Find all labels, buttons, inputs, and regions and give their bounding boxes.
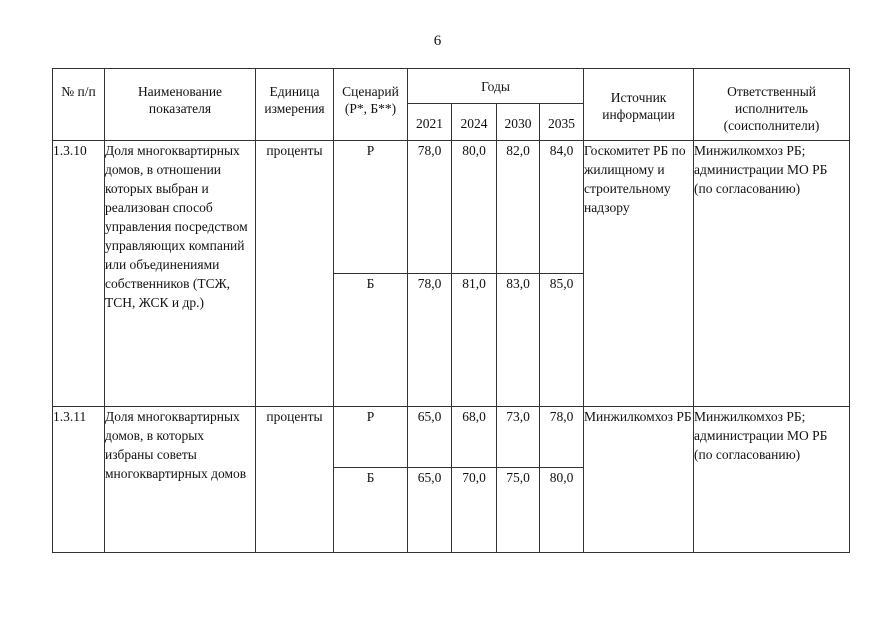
scenario-code: Р bbox=[334, 141, 408, 274]
value-2024: 80,0 bbox=[452, 141, 497, 274]
responsible-executor: Минжилкомхоз РБ; администрации МО РБ (по согласованию) bbox=[694, 407, 850, 553]
header-source: Источник информации bbox=[584, 69, 694, 141]
header-year-2024: 2024 bbox=[452, 104, 497, 141]
value-2021: 65,0 bbox=[408, 468, 452, 553]
row-number: 1.3.10 bbox=[53, 141, 105, 407]
value-2035: 80,0 bbox=[540, 468, 584, 553]
value-2024: 70,0 bbox=[452, 468, 497, 553]
header-year-2035: 2035 bbox=[540, 104, 584, 141]
header-row bbox=[53, 69, 850, 104]
value-2030: 83,0 bbox=[497, 274, 540, 407]
value-2021: 65,0 bbox=[408, 407, 452, 468]
info-source: Минжилкомхоз РБ bbox=[584, 407, 694, 553]
value-2030: 73,0 bbox=[497, 407, 540, 468]
table-row bbox=[53, 141, 850, 274]
header-scenario: Сценарий (Р*, Б**) bbox=[334, 69, 408, 141]
header-responsible: Ответственный исполнитель (соисполнители) bbox=[694, 69, 850, 141]
value-2024: 81,0 bbox=[452, 274, 497, 407]
header-unit: Единица измерения bbox=[256, 69, 334, 141]
scenario-code: Б bbox=[334, 274, 408, 407]
header-name: Наименование показателя bbox=[105, 69, 256, 141]
value-2035: 85,0 bbox=[540, 274, 584, 407]
indicator-name: Доля многоквартирных домов, в которых избраны советы многоквартирных домов bbox=[105, 407, 256, 553]
scenario-code: Р bbox=[334, 407, 408, 468]
value-2030: 82,0 bbox=[497, 141, 540, 274]
value-2024: 68,0 bbox=[452, 407, 497, 468]
header-year-2021: 2021 bbox=[408, 104, 452, 141]
table-row bbox=[53, 407, 850, 468]
page-number: 6 bbox=[433, 33, 442, 49]
indicator-name: Доля многоквартирных домов, в отношении которых выбран и реализован способ управления посредством управляющих компаний или объединениями собственников (ТСЖ, ТСН, ЖСК и др.) bbox=[105, 141, 256, 407]
unit-cell: проценты bbox=[256, 407, 334, 553]
value-2021: 78,0 bbox=[408, 274, 452, 407]
header-years: Годы bbox=[408, 69, 584, 104]
header-year-2030: 2030 bbox=[497, 104, 540, 141]
header-num: № п/п bbox=[53, 69, 105, 141]
unit-cell: проценты bbox=[256, 141, 334, 407]
scenario-code: Б bbox=[334, 468, 408, 553]
value-2035: 78,0 bbox=[540, 407, 584, 468]
row-number: 1.3.11 bbox=[53, 407, 105, 553]
info-source: Госкомитет РБ по жилищному и строительному надзору bbox=[584, 141, 694, 407]
indicators-table bbox=[52, 68, 850, 553]
responsible-executor: Минжилкомхоз РБ; администрации МО РБ (по согласованию) bbox=[694, 141, 850, 407]
value-2021: 78,0 bbox=[408, 141, 452, 274]
value-2035: 84,0 bbox=[540, 141, 584, 274]
value-2030: 75,0 bbox=[497, 468, 540, 553]
